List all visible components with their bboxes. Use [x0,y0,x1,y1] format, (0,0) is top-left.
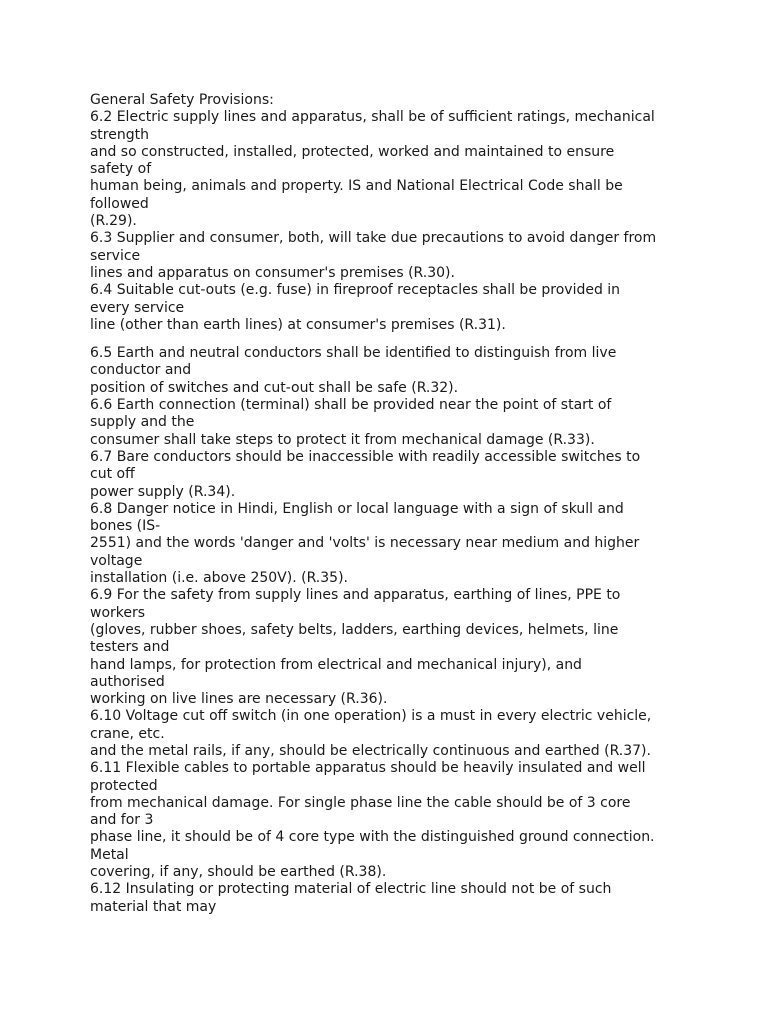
text-line: and so constructed, installed, protected, worked and maintained to ensure [90,143,615,160]
text-line: 6.5 Earth and neutral conductors shall be identified to distinguish from live [90,345,617,362]
text-line: 2551) and the words 'danger and 'volts' is necessary near medium and higher [90,535,640,552]
text-line: (R.29). [90,213,137,230]
text-line: lines and apparatus on consumer's premises (R.30). [90,264,455,281]
text-line: authorised [90,673,165,690]
text-line: General Safety Provisions: [90,92,274,108]
text-line: human being, animals and property. IS and National Electrical Code shall be [90,178,623,195]
document-block-2 [90,345,690,916]
text-line: 6.3 Supplier and consumer, both, will take due precautions to avoid danger from [90,230,657,247]
text-line: 6.9 For the safety from supply lines and apparatus, earthing of lines, PPE to [90,587,621,604]
text-line: Metal [90,846,129,863]
text-line: hand lamps, for protection from electrical and mechanical injury), and [90,656,582,673]
text-line: 6.12 Insulating or protecting material of electric line should not be of such [90,881,612,898]
text-line: supply and the [90,414,195,431]
document-block-1 [90,92,690,334]
text-line: material that may [90,898,217,915]
text-line: service [90,247,141,264]
text-line: power supply (R.34). [90,483,236,500]
text-line: line (other than earth lines) at consumer's premises (R.31). [90,316,506,333]
document-page [90,92,690,916]
text-line: (gloves, rubber shoes, safety belts, ladders, earthing devices, helmets, line [90,621,619,638]
text-line: position of switches and cut-out shall be safe (R.32). [90,379,459,396]
text-line: 6.8 Danger notice in Hindi, English or local language with a sign of skull and [90,500,624,517]
text-line: installation (i.e. above 250V). (R.35). [90,570,348,587]
text-line: crane, etc. [90,725,165,742]
text-line: testers and [90,639,170,656]
text-line: protected [90,777,158,794]
text-line: consumer shall take steps to protect it from mechanical damage (R.33). [90,431,595,448]
text-line: and the metal rails, if any, should be electrically continuous and earthed (R.37). [90,742,651,759]
text-line: safety of [90,161,152,178]
text-line: 6.10 Voltage cut off switch (in one operation) is a must in every electric vehicle, [90,708,652,725]
text-line: strength [90,126,149,143]
text-line: followed [90,195,149,212]
text-line: 6.4 Suitable cut-outs (e.g. fuse) in fireproof receptacles shall be provided in [90,282,621,299]
text-line: bones (IS- [90,518,161,535]
text-line: workers [90,604,146,621]
paragraph-gap [90,334,690,345]
text-line: 6.11 Flexible cables to portable apparatus should be heavily insulated and well [90,760,646,777]
text-line: conductor and [90,362,192,379]
text-line: working on live lines are necessary (R.36). [90,691,388,708]
text-line: voltage [90,552,143,569]
text-line: 6.2 Electric supply lines and apparatus, shall be of sufficient ratings, mechanical [90,109,655,126]
text-line: 6.6 Earth connection (terminal) shall be provided near the point of start of [90,397,612,414]
text-line: every service [90,299,185,316]
text-line: covering, if any, should be earthed (R.38). [90,864,387,881]
text-line: phase line, it should be of 4 core type with the distinguished ground connection. [90,829,655,846]
text-line: cut off [90,466,135,483]
text-line: 6.7 Bare conductors should be inaccessible with readily accessible switches to [90,448,641,465]
text-line: and for 3 [90,812,154,829]
text-line: from mechanical damage. For single phase line the cable should be of 3 core [90,794,631,811]
